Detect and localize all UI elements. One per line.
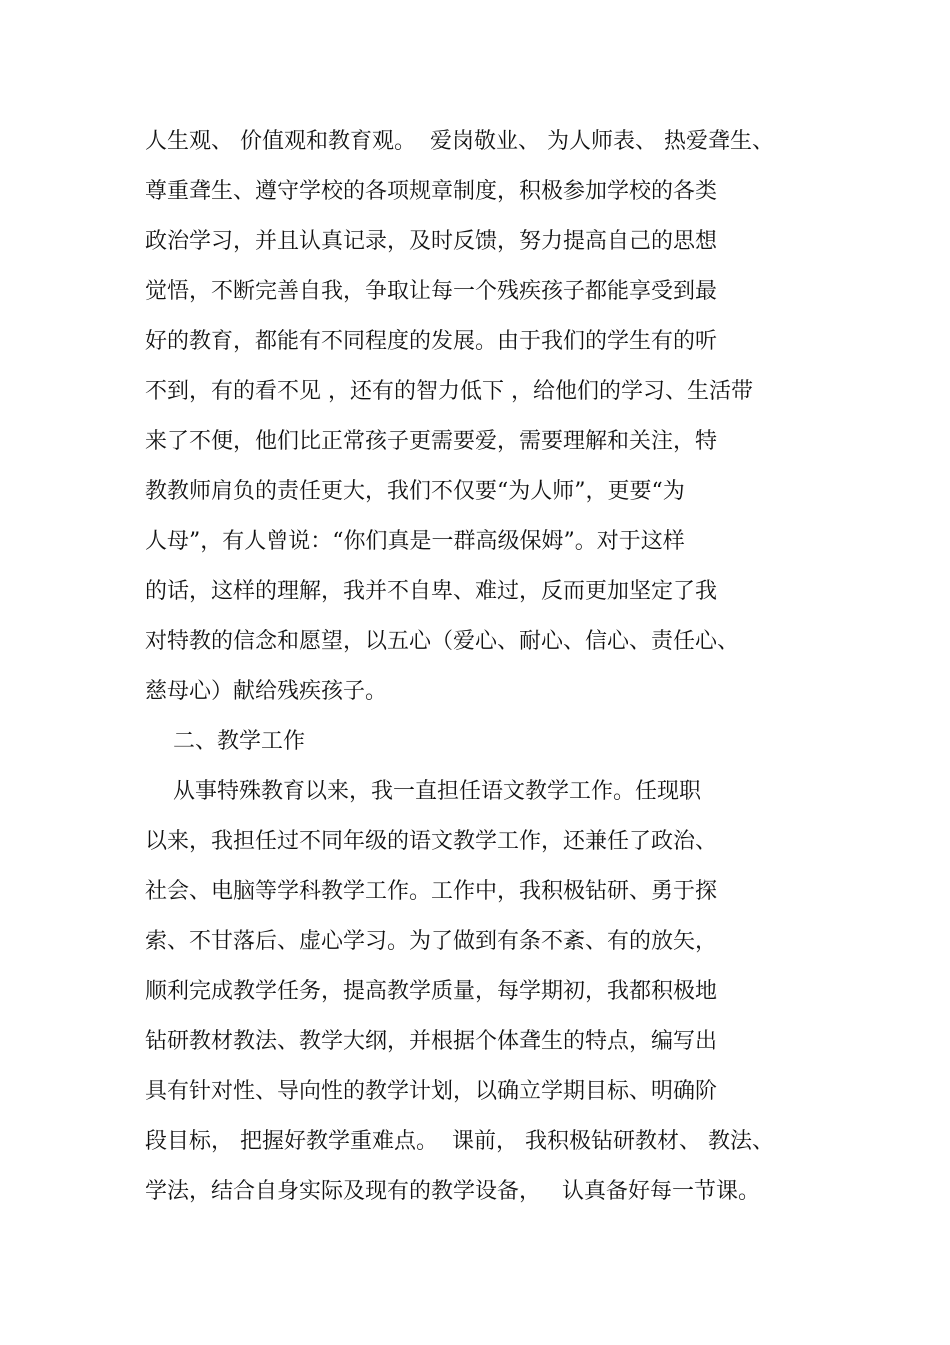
text-line: 的话，这样的理解，我并不自卑、难过，反而更加坚定了我	[145, 579, 718, 604]
text-line: 具有针对性、导向性的教学计划，以确立学期目标、明确阶	[145, 1079, 718, 1104]
text-line: 钻研教材教法、教学大纲，并根据个体聋生的特点，编写出	[145, 1029, 718, 1054]
text-line: 学法，结合自身实际及现有的教学设备， 认真备好每一节课。	[145, 1179, 760, 1204]
text-line: 慈母心）献给残疾孩子。	[145, 679, 388, 704]
text-line: 尊重聋生、遵守学校的各项规章制度，积极参加学校的各类	[145, 179, 718, 204]
text-line: 顺利完成教学任务，提高教学质量，每学期初，我都积极地	[145, 979, 718, 1004]
text-line: 人生观、 价值观和教育观。 爱岗敬业、 为人师表、 热爱聋生、	[145, 129, 774, 154]
text-line: 从事特殊教育以来，我一直担任语文教学工作。任现职	[145, 779, 701, 804]
text-line: 段目标， 把握好教学重难点。 课前， 我积极钻研教材、 教法、	[145, 1129, 774, 1154]
section-heading: 二、教学工作	[145, 729, 305, 754]
text-line: 人母”，有人曾说：“你们真是一群高级保姆”。对于这样	[145, 529, 685, 554]
text-line: 社会、电脑等学科教学工作。工作中，我积极钻研、勇于探	[145, 879, 718, 904]
text-line: 对特教的信念和愿望，以五心（爱心、耐心、信心、责任心、	[145, 629, 740, 654]
text-line: 政治学习，并且认真记录，及时反馈，努力提高自己的思想	[145, 229, 718, 254]
text-line: 来了不便，他们比正常孩子更需要爱，需要理解和关注，特	[145, 429, 718, 454]
body-text	[145, 122, 845, 1222]
text-line: 以来，我担任过不同年级的语文教学工作，还兼任了政治、	[145, 829, 718, 854]
text-line: 觉悟，不断完善自我，争取让每一个残疾孩子都能享受到最	[145, 279, 718, 304]
text-line: 教教师肩负的责任更大，我们不仅要“为人师”，更要“为	[145, 479, 685, 504]
text-line: 索、不甘落后、虚心学习。为了做到有条不紊、有的放矢，	[145, 929, 718, 954]
text-line: 不到，有的看不见 ，还有的智力低下 ，给他们的学习、生活带	[145, 379, 753, 404]
text-line: 好的教育，都能有不同程度的发展。由于我们的学生有的听	[145, 329, 718, 354]
